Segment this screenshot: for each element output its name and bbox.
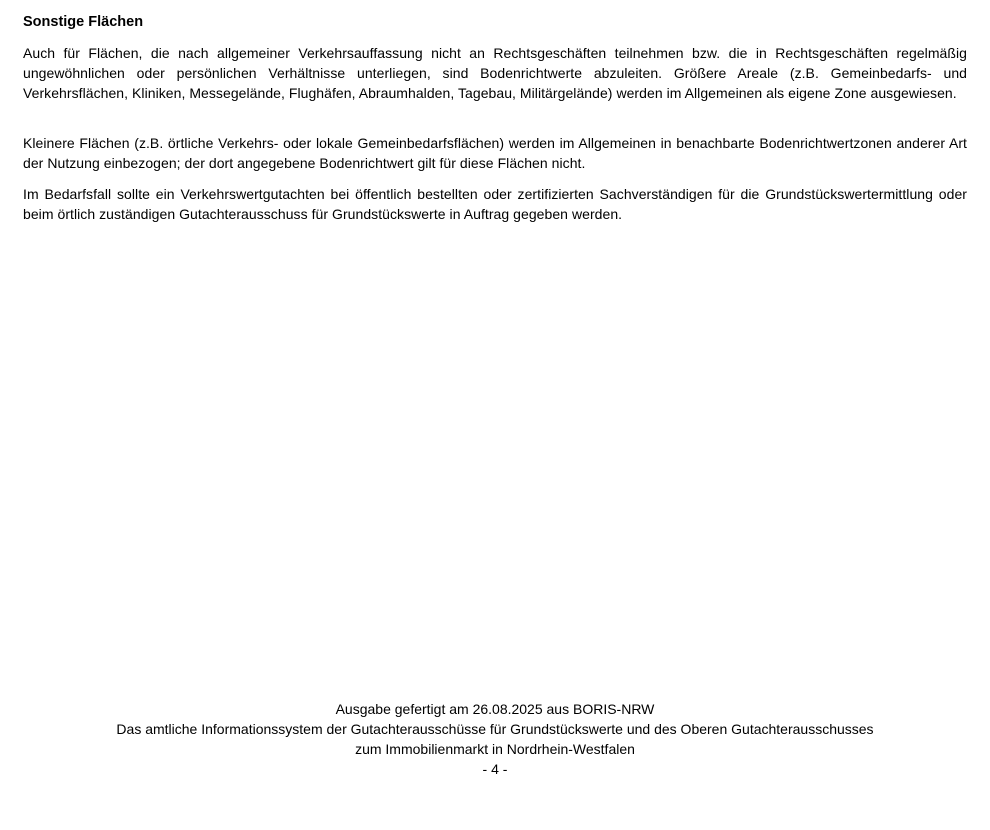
paragraph-large-areas: Auch für Flächen, die nach allgemeiner Verkehrsauffassung nicht an Rechtsgeschäften teilnehmen bzw. die in Rechtsgeschäften regelmäßig ungewöhnlichen oder persönlichen Verhältnisse unterliegen, sind Bodenrichtwerte abzuleiten. Größere Areale (z.B. Gemeinbedarfs- und Verkehrsflächen, Kliniken, Messegelände, Flughäfen, Abraumhalden, Tagebau, Militärgelände) werden im Allgemeinen als eigene Zone ausgewiesen. bbox=[23, 45, 967, 101]
footer-issue-line: Ausgabe gefertigt am 26.08.2025 aus BORIS-NRW bbox=[335, 701, 655, 717]
paragraph-small-areas: Kleinere Flächen (z.B. örtliche Verkehrs- oder lokale Gemeinbedarfsflächen) werden im Allgemeinen in benachbarte Bodenrichtwertzonen anderer Art der Nutzung einbezogen; der dort angegebene Bodenrichtwert gilt für diese Flächen nicht. bbox=[23, 135, 967, 171]
section-title: Sonstige Flächen bbox=[23, 14, 144, 30]
page-number: - 4 - bbox=[482, 761, 508, 777]
footer-region-line: zum Immobilienmarkt in Nordrhein-Westfalen bbox=[355, 741, 635, 757]
page-footer bbox=[0, 699, 990, 779]
paragraph-appraisal: Im Bedarfsfall sollte ein Verkehrswertgutachten bei öffentlich bestellten oder zertifizierten Sachverständigen für die Grundstückswertermittlung oder beim örtlich zuständigen Gutachterausschuss für Grundstückswerte in Auftrag gegeben werden. bbox=[23, 186, 967, 222]
footer-system-line: Das amtliche Informationssystem der Gutachterausschüsse für Grundstückswerte und des Oberen Gutachterausschusses bbox=[116, 721, 874, 737]
